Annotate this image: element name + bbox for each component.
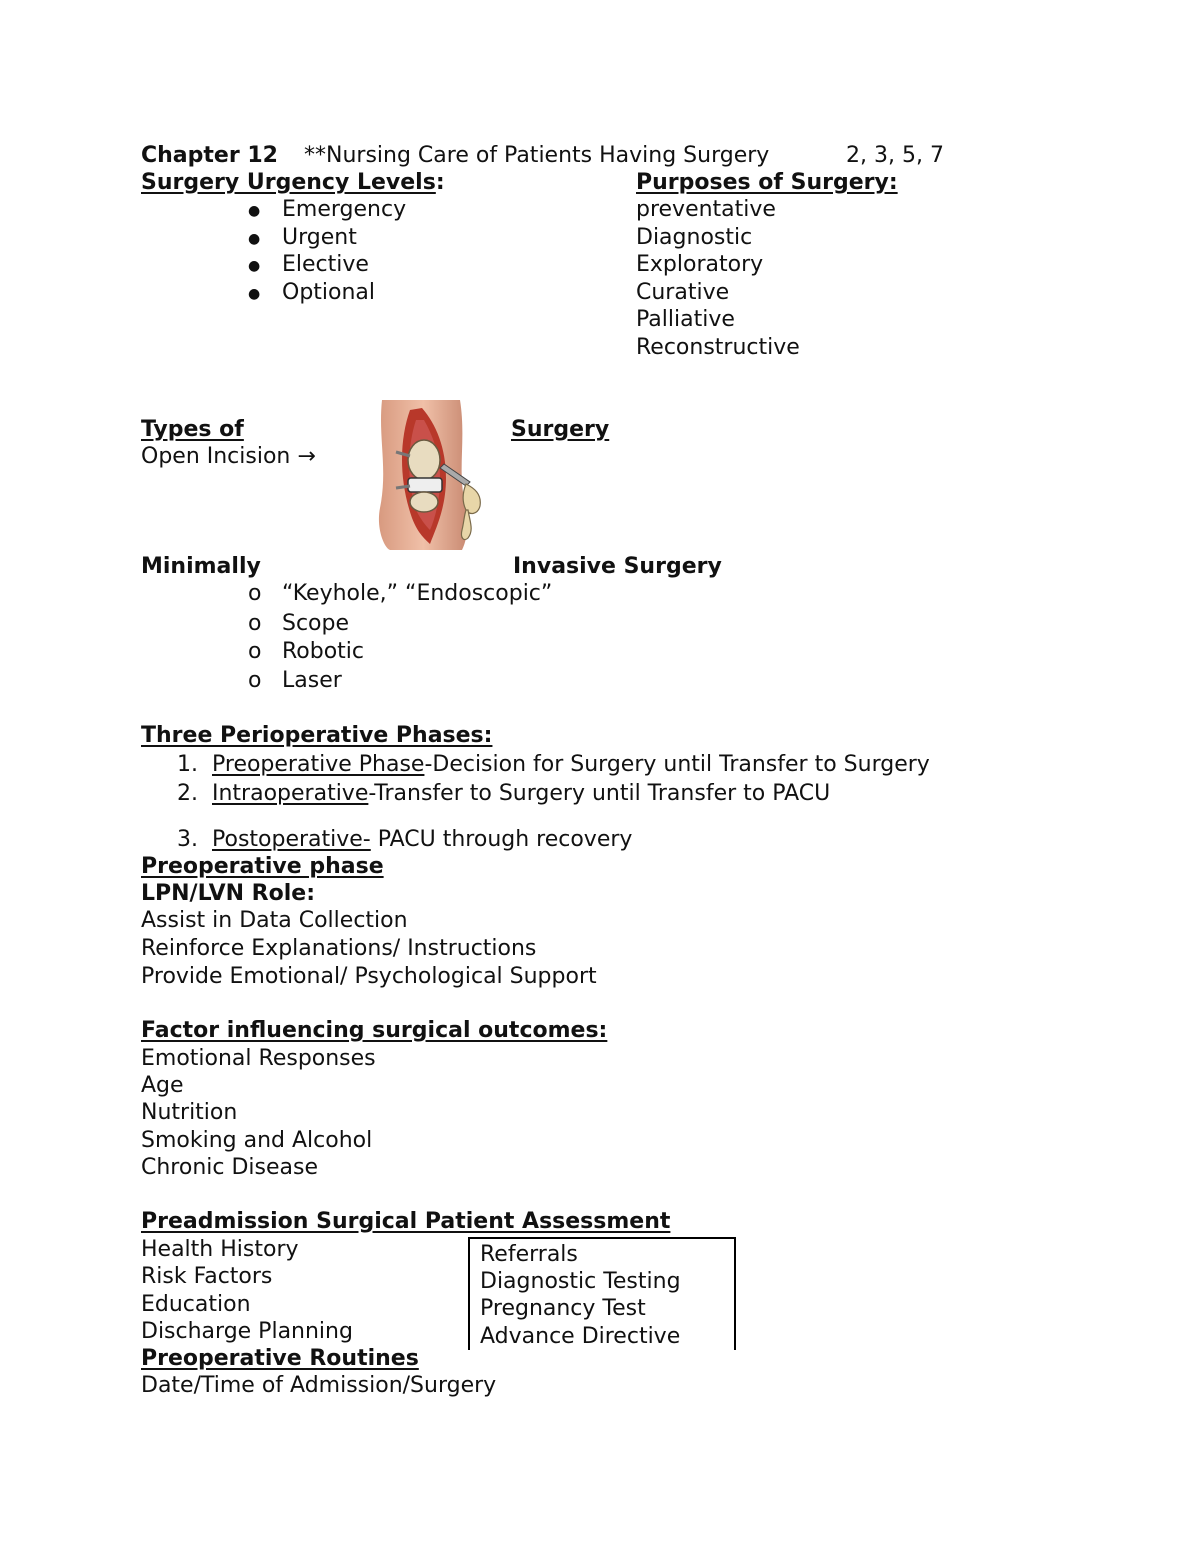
circle-bullet-icon: o [248,611,262,636]
routine-item: Date/Time of Admission/Surgery [141,1373,497,1398]
phase-number: 3. [177,827,198,852]
circle-bullet-icon: o [248,639,262,664]
purposes-heading: Purposes of Surgery: [636,170,898,195]
phase-line [212,780,830,807]
types-heading-left: Types of [141,417,244,442]
minimally-item: Robotic [282,639,365,664]
urgency-item: Urgent [282,225,357,250]
phase-number: 2. [177,781,198,806]
assessment-right-item: Referrals [480,1242,578,1267]
routines-heading: Preoperative Routines [141,1346,419,1371]
role-item: Assist in Data Collection [141,908,408,933]
phase-term: Preoperative Phase [212,752,425,777]
minimally-item: Scope [282,611,350,636]
phase-desc: -Decision for Surgery until Transfer to Surgery [424,752,930,777]
factor-item: Emotional Responses [141,1046,376,1071]
phases-heading: Three Perioperative Phases: [141,723,493,748]
urgency-item: Emergency [282,197,407,222]
bullet-icon: ● [248,258,261,274]
urgency-item: Elective [282,252,369,277]
purpose-item: Diagnostic [636,225,753,250]
phase-term: Intraoperative [212,781,369,806]
chapter-number: Chapter 12 [141,143,278,168]
phase-number: 1. [177,752,198,777]
factor-item: Age [141,1073,184,1098]
phase-line [212,751,930,778]
minimally-heading-right: Invasive Surgery [513,554,722,579]
preop-heading: Preoperative phase [141,854,384,879]
urgency-heading: Surgery Urgency Levels [141,170,436,195]
purpose-item: Palliative [636,307,735,332]
minimally-item: “Keyhole,” “Endoscopic” [282,581,553,606]
minimally-item: Laser [282,668,342,693]
chapter-title: **Nursing Care of Patients Having Surgery [304,143,770,168]
phase-line [212,826,632,853]
types-heading-right: Surgery [511,417,610,442]
bullet-icon: ● [248,286,261,302]
purpose-item: Exploratory [636,252,764,277]
assessment-left-item: Education [141,1292,251,1317]
assessment-left-item: Risk Factors [141,1264,273,1289]
circle-bullet-icon: o [248,581,262,606]
role-heading: LPN/LVN Role: [141,881,315,906]
assessment-right-item: Pregnancy Test [480,1296,646,1321]
assessment-right-item: Diagnostic Testing [480,1269,681,1294]
urgency-heading-wrap [141,169,445,196]
factor-item: Chronic Disease [141,1155,318,1180]
factors-heading: Factor influencing surgical outcomes: [141,1018,608,1043]
open-incision-label: Open Incision → [141,444,316,469]
assessment-heading: Preadmission Surgical Patient Assessment [141,1209,671,1234]
phase-desc: -Transfer to Surgery until Transfer to PACU [368,781,831,806]
factor-item: Smoking and Alcohol [141,1128,373,1153]
assessment-left-item: Health History [141,1237,299,1262]
urgency-colon: : [435,170,445,195]
role-item: Reinforce Explanations/ Instructions [141,936,537,961]
bullet-icon: ● [248,203,261,219]
role-item: Provide Emotional/ Psychological Support [141,964,597,989]
minimally-heading-left: Minimally [141,554,261,579]
assessment-left-item: Discharge Planning [141,1319,353,1344]
factor-item: Nutrition [141,1100,238,1125]
purpose-item: Reconstructive [636,335,800,360]
assessment-box [468,1237,736,1350]
urgency-item: Optional [282,280,376,305]
bullet-icon: ● [248,231,261,247]
purpose-item: preventative [636,197,776,222]
circle-bullet-icon: o [248,668,262,693]
assessment-right-item: Advance Directive [480,1324,681,1349]
knee-surgery-illustration-icon [370,398,495,550]
phase-desc: PACU through recovery [370,827,633,852]
phase-term: Postoperative- [212,827,371,852]
chapter-pages: 2, 3, 5, 7 [846,143,944,168]
purpose-item: Curative [636,280,730,305]
